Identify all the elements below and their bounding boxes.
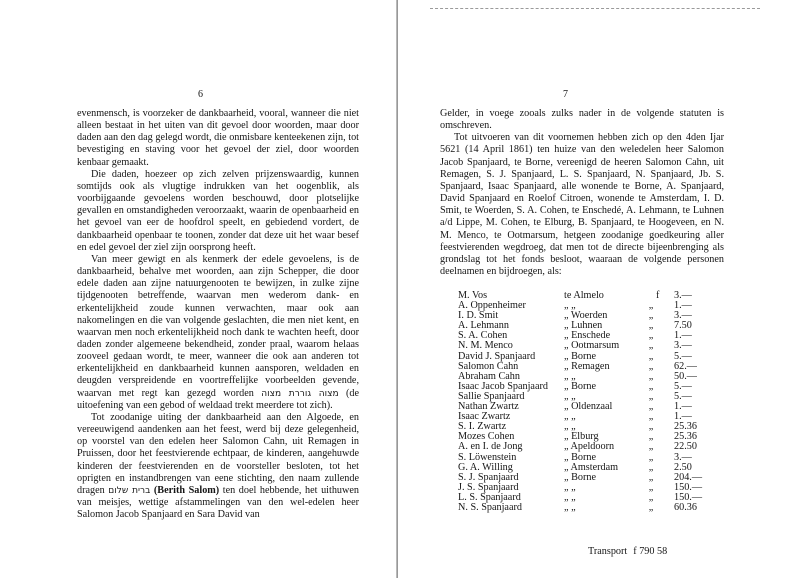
currency-mark <box>656 432 674 442</box>
donor-name: Mozes Cohen <box>458 431 515 443</box>
donor-name: S. I. Zwartz <box>458 421 507 433</box>
donor-place: „ „ <box>564 370 576 382</box>
currency-mark <box>656 402 674 412</box>
donor-name: I. D. Smit <box>458 310 499 322</box>
donor-name: Isaac Zwartz <box>458 411 511 423</box>
ditto-mark: „ <box>648 421 654 433</box>
donor-amount: 25.36 <box>674 421 697 433</box>
donor-place: „ „ <box>564 421 576 433</box>
donor-name: J. S. Spanjaard <box>458 481 519 493</box>
currency-mark <box>656 473 674 483</box>
currency-mark <box>656 503 674 513</box>
donor-name: David J. Spanjaard <box>458 350 536 362</box>
scan-edge-dashes <box>430 8 760 9</box>
donor-place: „ Woerden <box>564 310 608 322</box>
paragraph-text: ten doel hebbende, het uithuwen van meisjes, wettige afstammelingen van den wel-edelen heer Salomon Jacob Spanjaard en Sara David van <box>77 484 359 521</box>
donor-place: „ „ <box>564 390 576 402</box>
currency-mark <box>656 362 674 372</box>
page-number-right: 7 <box>563 89 568 100</box>
donor-place: „ „ <box>564 411 576 423</box>
donor-row <box>458 503 702 513</box>
page-number-left: 6 <box>198 89 203 100</box>
ditto-mark: „ <box>648 370 654 382</box>
donor-name: M. Vos <box>458 290 488 301</box>
ditto-mark: „ <box>648 441 654 453</box>
donor-amount: 3.— <box>674 310 692 322</box>
donor-name: G. A. Willing <box>458 461 513 473</box>
donor-amount: 3.— <box>674 340 692 352</box>
currency-mark: f <box>656 290 660 301</box>
ditto-mark: „ <box>648 300 654 312</box>
donor-amount: 5.— <box>674 380 692 392</box>
donor-name: Isaac Jacob Spanjaard <box>458 380 548 392</box>
donor-list <box>458 291 702 513</box>
donor-amount: 150.— <box>674 491 703 503</box>
donor-name: A. en I. de Jong <box>458 441 523 453</box>
donor-name: S. Löwenstein <box>458 451 517 463</box>
donor-place: „ Enschede <box>564 330 611 342</box>
donor-amount: 5.— <box>674 350 692 362</box>
donor-name: Sallie Spanjaard <box>458 390 525 402</box>
currency-mark <box>656 463 674 473</box>
currency-mark <box>656 382 674 392</box>
transport-amount: 790 58 <box>639 546 668 557</box>
donor-amount: 1.— <box>674 330 692 342</box>
donor-place: „ Elburg <box>564 431 599 443</box>
paragraph: Tot uitvoeren van dit voornemen hebben zich op den 4den Ijar 5621 (14 April 1861) ten huize van den weledelen heer Salomon Jacob Spanjaard, te Borne, vereenigd de heeren Salomon Cahn, uit Remagen, S. J. Spanjaard, L. S. Spanjaard, N. Spanjaard, Jb. S. Spanjaard, Isaac Spanjaard, alle wonende te Borne, A. Spanjaard, David Spanjaard en Roelof Citroen, wonende te Amsterdam, I. D. Smit, te Woerden, S. A. Cohen, te Enschedé, A. Lehmann, te Luhnen a/d Lippe, M. Cohen, te Elburg, B. Spanjaard, te Hoogeveen, en N. M. Menco, te Ootmarsum, hetgeen zoodanige goedkeuring aller feestvierenden wegdroeg, dat men tot de directe bijeenbrenging als grondslag tot het fonds besloot, waaraan de volgende personen deelnamen en bijdroegen, als: <box>440 132 724 278</box>
ditto-mark: „ <box>648 461 654 473</box>
donor-name: S. A. Cohen <box>458 330 508 342</box>
transport-currency: f <box>633 546 637 557</box>
ditto-mark: „ <box>648 390 654 402</box>
ditto-mark: „ <box>648 340 654 352</box>
currency-mark <box>656 301 674 311</box>
currency-mark <box>656 453 674 463</box>
left-page <box>0 0 398 578</box>
donor-amount: 150.— <box>674 481 703 493</box>
paragraph: evenmensch, is voorzeker de dankbaarheid, vooral, wanneer die niet alleen bestaat in het uiten van dit gevoel door woorden, maar door daden aan den dag gelegd wordt, die onmisbare kenteekenen zijn, tot bevestiging en staving voor het gevoel der ziel, door woorden kenbaar gemaakt. <box>77 108 359 168</box>
paragraph <box>77 254 359 412</box>
donor-place: „ Apeldoorn <box>564 441 615 453</box>
currency-mark <box>656 442 674 452</box>
transport-total <box>588 546 667 557</box>
donor-amount: 7.50 <box>674 320 692 332</box>
ditto-mark: „ <box>648 451 654 463</box>
currency-mark <box>656 341 674 351</box>
ditto-mark: „ <box>648 350 654 362</box>
donor-amount: 1.— <box>674 300 692 312</box>
ditto-mark: „ <box>648 380 654 392</box>
donor-name: S. J. Spanjaard <box>458 471 519 483</box>
paragraph: Die daden, hoezeer op zich zelven prijzenswaardig, kunnen somtijds ook als vlugtige indrukken van het oogenblik, als voorbijgaande gevoelens worden beschouwd, door plotselijke gevallen en omstandigheden veroorzaakt, waarin de openbaarheid en het gevoel van eer de hoofdrol speelt, en gebiedend vordert, de dankbaarheid openbaar te toonen, zonder dat deze uit het waar besef en edel gevoel der ziel zijn oorsprong heeft. <box>77 168 359 253</box>
donor-amount: 62.— <box>674 360 697 372</box>
donor-amount: 3.— <box>674 451 692 463</box>
ditto-mark: „ <box>648 310 654 322</box>
hebrew-phrase: מצוה גוררת מצוה <box>261 388 339 399</box>
currency-mark <box>656 493 674 503</box>
donor-place: „ „ <box>564 300 576 312</box>
ditto-mark: „ <box>648 360 654 372</box>
ditto-mark: „ <box>648 481 654 493</box>
donor-name: A. Lehmann <box>458 320 509 332</box>
donor-place: „ Borne <box>564 350 596 362</box>
ditto-mark: „ <box>648 411 654 423</box>
currency-mark <box>656 412 674 422</box>
donor-name: A. Oppenheimer <box>458 300 526 312</box>
donor-place: „ Remagen <box>564 360 610 372</box>
donor-amount: 25.36 <box>674 431 697 443</box>
currency-mark <box>656 483 674 493</box>
donor-name: N. S. Spanjaard <box>458 501 522 513</box>
transport-label: Transport <box>588 546 628 557</box>
paragraph-text: Van meer gewigt en als kenmerk der edele gevoelens, is de dankbaarheid, behalve met woorden, aan zijn Schepper, die door edele daden aan zijne natuurgenooten te bewijzen, in zulke zijne tijdgenooten betreffende, waarvan men wederom dank- en erkentelijkheid zoude kunnen verwachten, maar ook aan nakomelingen en die van volgende geslachten, die men niet kent, en waarvan men noch erkentelijkheid noch dank te wachten heeft, door daden zonder algemeene bekendheid, zonder praal, waarom helaas zooveel gedaan wordt, te meer, wanneer die ook aan anderen tot erkentelijkheid en dankbaarheid kunnen aansporen, weldaden en deugden verspreidende en voortreffelijke voorbeelden gevende, waarvan met regt kan gezegd worden <box>77 253 359 399</box>
hebrew-phrase: ברית שלום <box>108 485 151 496</box>
donor-place: „ Luhnen <box>564 320 603 332</box>
donor-place: „ Oldenzaal <box>564 401 613 413</box>
ditto-mark: „ <box>648 431 654 443</box>
paragraph-text: Tot zoodanige uiting der dankbaarheid aan den Algoede, en vereeuwigend aandenken aan het feest, werd bij deze gelegenheid, op voorstel van den edelen heer Salomon Cahn, uit Remagen in Pruissen, door het feestvierende echtpaar, de kinderen, aangehuwde kinderen der feestvierenden en de voorsteller besloten, tot het oprigten en instandbrengen van eene stichting, den naam zullende dragen <box>77 411 359 496</box>
donor-place: „ Borne <box>564 471 596 483</box>
ditto-mark: „ <box>648 501 654 513</box>
donor-place: „ Borne <box>564 451 596 463</box>
currency-mark <box>656 321 674 331</box>
donor-name: Salomon Cahn <box>458 360 519 372</box>
ditto-mark: „ <box>648 401 654 413</box>
paragraph: Gelder, in voege zooals zulks nader in de volgende statuten is omschreven. <box>440 108 724 132</box>
donor-place: „ Ootmarsum <box>564 340 620 352</box>
donor-place: „ „ <box>564 481 576 493</box>
donor-amount: 1.— <box>674 411 692 423</box>
currency-mark <box>656 311 674 321</box>
currency-mark <box>656 352 674 362</box>
donor-amount: 1.— <box>674 401 692 413</box>
donor-place: te Almelo <box>564 290 604 301</box>
donor-amount: 204.— <box>674 471 703 483</box>
donor-name: Abraham Cahn <box>458 370 520 382</box>
donor-amount: 50.— <box>674 370 697 382</box>
paragraph-text: (de uitoefening van een gebod of weldaad trekt meerdere tot zich). <box>77 387 360 411</box>
donor-amount: 5.— <box>674 390 692 402</box>
donor-name: L. S. Spanjaard <box>458 491 521 503</box>
foundation-name: (Berith Salom) <box>153 484 220 496</box>
donor-amount: 2.50 <box>674 461 692 473</box>
currency-mark <box>656 372 674 382</box>
ditto-mark: „ <box>648 330 654 342</box>
donor-name: N. M. Menco <box>458 340 513 352</box>
donor-place: „ „ <box>564 501 576 513</box>
donor-amount: 60.36 <box>674 501 697 513</box>
currency-mark <box>656 392 674 402</box>
donor-amount: 22.50 <box>674 441 697 453</box>
donor-amount: 3.— <box>674 290 692 301</box>
donor-place: „ „ <box>564 491 576 503</box>
donor-place: „ Borne <box>564 380 596 392</box>
right-page-text <box>440 108 724 278</box>
ditto-mark: „ <box>648 320 654 332</box>
paragraph <box>77 412 359 521</box>
ditto-mark: „ <box>648 491 654 503</box>
donor-place: „ Amsterdam <box>564 461 619 473</box>
currency-mark <box>656 331 674 341</box>
ditto-mark: „ <box>648 471 654 483</box>
left-page-text <box>77 108 359 521</box>
donor-name: Nathan Zwartz <box>458 401 519 413</box>
donor-row <box>458 442 702 452</box>
currency-mark <box>656 422 674 432</box>
